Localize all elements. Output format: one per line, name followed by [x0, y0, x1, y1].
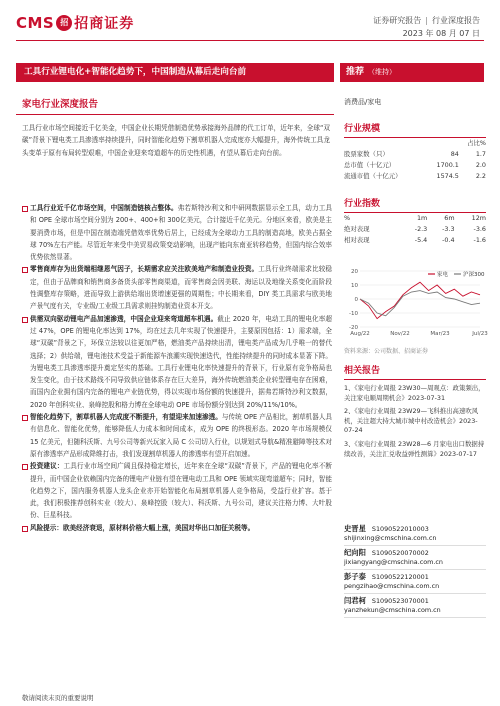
legend-label: 家电: [437, 272, 449, 278]
table-row: 股票家数（只） 84 1.7: [344, 150, 486, 158]
key-point: 零售商库存为出货端相继恩气因子，长期需求应关注欧美地产和制造业投资。工具行业终端需求比较稳定，但由于品牌商和销售商多备货头部零售商渠道，而零售商会因美联、海运以及地缘关系变化而阶段性调整库存策略，进而导致上游供给端出货增速更强的周期性；中长期来看，DIY 类工具需求与欧美地产景气度有关，专业级/工业级工具需求则挂钩制造业资本开支。: [22, 263, 332, 312]
key-point: 风险提示：欧美经济衰退，原材料价格大幅上涨，美国对华出口加征关税等。: [22, 522, 332, 534]
key-point: 工具行业近千亿市场空间，中国制造链核占整体。弗若斯特沙利文和中研网数据显示全工具，动力工具和 OPE 全球市场空间分别为 200+、400+和 300亿美元，合计接近千亿美元。分地区来看，欧美是主要消费市场，但是中国在制造端凭借效率优势后居上，已经成为全球动力工具的制造高地，欧美占据全球 70%左右产能。尽管近年来受中美贸易政策变动影响，出现产能向东南亚转移趋势，但国内综合效率优势依然显著。: [22, 202, 332, 263]
analyst: 史晋星 S1090522010003 shijinxing@cmschina.com.cn: [344, 522, 486, 546]
rating-label: 推荐: [346, 67, 365, 77]
scale-table: 占比% 股票家数（只） 84 1.7 总市值（十亿元） 1700.1 2.0 流通市值（十亿元） 1574.5 2.2: [344, 139, 486, 180]
x-tick-label: Mar/23: [430, 331, 450, 337]
rating-banner: [340, 63, 484, 82]
x-tick-label: Aug/22: [350, 331, 370, 337]
sidebar: [344, 86, 486, 246]
perf-table: % 1m 6m 12m 绝对表现 -2.3 -3.3 -3.6 相对表现 -5.4 -0.4 -1.6: [344, 214, 486, 244]
x-tick-label: Nov/22: [390, 331, 410, 337]
related-report-link[interactable]: 3、《家电行业周报 23W28—6 月家电出口数据持续改善，关注汇兑收益弹性测算》2023-07-17: [344, 439, 485, 458]
footer-note: 敬请阅读末页的重要说明: [22, 694, 94, 702]
analyst-list: [344, 522, 486, 618]
analyst: 纪向阳 S1090520070002 jixiangyang@cmschina.com.cn: [344, 546, 486, 570]
y-tick-label: 0: [354, 297, 358, 303]
header-divider: [16, 40, 484, 41]
rating-sub: （维持）: [368, 68, 397, 76]
logo-name: 招商证券: [74, 16, 135, 32]
headline: 工具行业锂电化+智能化趋势下，中国制造从幕后走向台前: [16, 63, 334, 82]
analyst: 闫君柯 S1090523070001 yanzhekun@cmschina.com.cn: [344, 594, 486, 618]
key-points: [22, 202, 332, 534]
report-subtype: 行业深度报告: [432, 16, 480, 25]
series-line: [360, 291, 480, 316]
x-tick-label: Jul/23: [472, 331, 488, 337]
chart-source: 资料来源：公司数据、招商证券: [344, 348, 429, 355]
y-tick-label: 20: [351, 269, 358, 275]
scale-title: 行业规模: [344, 121, 486, 138]
y-tick-label: 10: [351, 283, 358, 289]
perf-title: 行业指数: [344, 196, 486, 213]
related-reports: [344, 363, 486, 463]
key-point: 供需双向驱动锂电产品加速渗透，中国企业迎来弯道超车机遇。截止 2020 年，电动工具的锂电化率超过 47%，OPE 的锂电化率达到 17%，均在过去几年实现了快速提升，主要原因包括：1）需求端，全球“双碳”背景之下，环保立法较以往更加严格，燃油类产品持续出清，锂电类产品成为几乎唯一的替代选择；2）供给端，锂电池技术受益于新能源车浪潮实现快速迭代，性能持续提升的同时成本显著下降。为锂电类工具渗透率提升奠定坚实的基础。工具行业锂电化率快速提升的背景下，行业原有竞争格局也发生变化，由于技术路线不同导致供应链体系存在巨大差异，海外传统燃油类企业转型锂电存在困难，而国内企业拥有国内完备的锂电产业链优势，得以实现市场份额的快速提升，据弗若斯特沙利文数据，2020 年创科实业、泉峰控股和格力博在全球电动 OPE 市场份额分别达到 20%/11%/10%。: [22, 313, 332, 411]
table-row: 绝对表现 -2.3 -3.3 -3.6: [344, 225, 486, 233]
analyst: 彭子泰 S1090522120001 pengzihao@cmschina.com.cn: [344, 570, 486, 594]
brand-logo: [16, 10, 134, 36]
y-tick-label: -20: [349, 325, 358, 331]
report-type: 证券研究报告: [373, 16, 422, 25]
lead-paragraph: 工具行业市场空间接近千亿美金，中国企业长期凭借制造优势承接海外品牌的代工订单，近年来，全球“双碳”背景下锂电类工具渗透率持续提升，同时智能化趋势下割草机器人完成度亦大幅提升，海外传统工具龙头变革于原有布局转型艰难，中国企业迎来弯道超车的历史性机遇，有望从幕后走向台前。: [22, 124, 330, 157]
report-date: 2023 年 08 月 07 日: [402, 29, 480, 38]
logo-cms-text: CMS: [16, 14, 55, 32]
analyst-email[interactable]: pengzihao@cmschina.com.cn: [344, 582, 440, 590]
key-point: 智能化趋势下，割草机器人完成度不断提升，有望迎来加速渗透。与传统 OPE 产品相比，割草机器人具有信息化、智能化优势，能够降低人力成本和时间成本，成为 OPE 的终极形态。2020 年市场规模仅 15 亿美元，但随科沃斯、九号公司等新兴玩家入局 C 公司切入行业，以规划式导航&精准避障等技术对原有渗透率产品形成降维打击，我们发现割草机器人的渗透率有望开启加速。: [22, 411, 332, 460]
subtitle-divider: [16, 114, 334, 115]
analyst-email[interactable]: jixiangyang@cmschina.com.cn: [344, 558, 443, 566]
y-tick-label: -10: [349, 311, 358, 317]
related-report-link[interactable]: 2、《家电行业周报 23W29—飞科推出高速吹风机，关注超大持大城市城中村改造机会》2023-07-24: [344, 407, 479, 435]
report-header: 证券研究报告 | 行业深度报告 2023 年 08 月 07 日: [373, 16, 480, 38]
report-subtitle: 家电行业深度报告: [22, 99, 99, 110]
related-report-link[interactable]: 1、《家电行业周报 23W30—周观点：政策频出，关注家电顺周期机会》2023-07-31: [344, 384, 485, 402]
key-point: 投资建议：工具行业市场空间广阔且保持稳定增长，近年来在全球“双碳”背景下，产品的锂电化率不断提升，而中国企业依赖国内完备的锂电产业链有望在锂电动工具和 OPE 领域实现弯道超车；同时，智能化趋势之下，国内服务机器人龙头企业亦开始智能化布局割草机器人竞争格局，受益行业扩容。基于此，我们积极推荐创科实业（较大）、泉峰控股（较大）、科沃斯、九号公司，建议关注格力博、大叶股份、巨星科技。: [22, 460, 332, 521]
industry-label: 消费品/家电: [344, 98, 382, 106]
table-row: 总市值（十亿元） 1700.1 2.0: [344, 161, 486, 169]
related-title: 相关报告: [344, 363, 486, 380]
analyst-email[interactable]: shijinxing@cmschina.com.cn: [344, 534, 437, 542]
analyst-email[interactable]: yanzhekun@cmschina.com.cn: [344, 606, 441, 614]
logo-badge-icon: 招: [56, 15, 72, 31]
table-row: 流通市值（十亿元） 1574.5 2.2: [344, 172, 486, 180]
index-chart: [344, 265, 488, 341]
table-row: 相对表现 -5.4 -0.4 -1.6: [344, 236, 486, 244]
legend-label: 沪深300: [463, 272, 485, 278]
